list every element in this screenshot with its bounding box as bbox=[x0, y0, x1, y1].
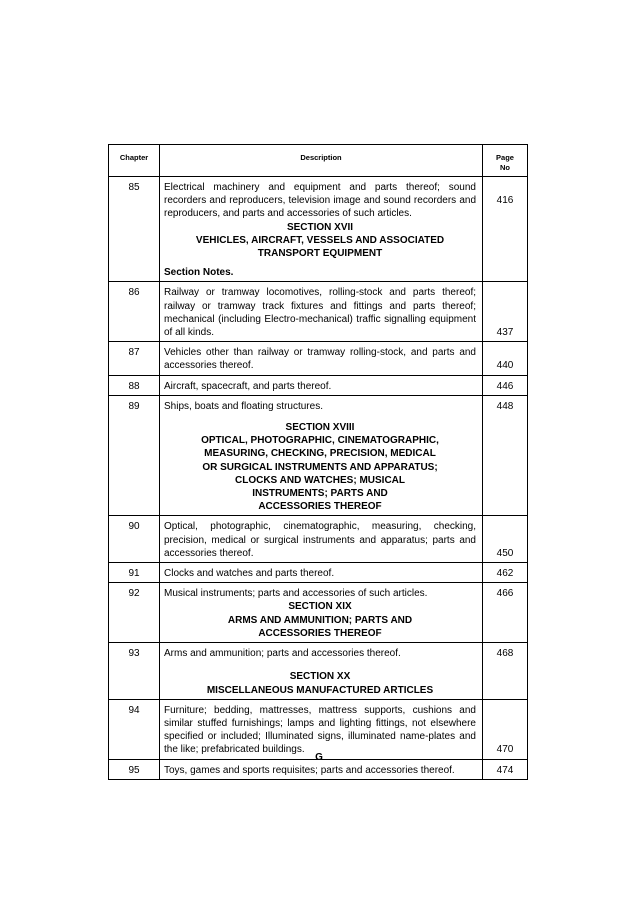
section-line: OPTICAL, PHOTOGRAPHIC, CINEMATOGRAPHIC, bbox=[201, 435, 439, 447]
chapter-description: Vehicles other than railway or tramway rolling-stock, and parts and accessories thereof. bbox=[160, 342, 483, 375]
page-number: 462 bbox=[483, 563, 528, 583]
section-line: SECTION XVII bbox=[286, 221, 354, 233]
chapter-description: Toys, games and sports requisites; parts and accessories thereof. bbox=[160, 759, 483, 779]
section-heading bbox=[164, 600, 476, 640]
table-row bbox=[109, 516, 528, 563]
chapter-number: 93 bbox=[109, 643, 160, 700]
table-row bbox=[109, 342, 528, 375]
chapter-description: Clocks and watches and parts thereof. bbox=[160, 563, 483, 583]
page-number: 468 bbox=[483, 643, 528, 700]
section-line: TRANSPORT EQUIPMENT bbox=[257, 248, 383, 260]
chapter-number: 95 bbox=[109, 759, 160, 779]
chapter-description bbox=[160, 583, 483, 643]
chapter-text: Ships, boats and floating structures. bbox=[164, 400, 323, 412]
section-heading bbox=[164, 221, 476, 261]
table-row bbox=[109, 177, 528, 282]
chapter-number: 86 bbox=[109, 282, 160, 342]
page-number: 470 bbox=[483, 699, 528, 759]
page-number: 466 bbox=[483, 583, 528, 643]
table-row bbox=[109, 563, 528, 583]
section-line: SECTION XVIII bbox=[285, 422, 355, 434]
page-number: 450 bbox=[483, 516, 528, 563]
page-header bbox=[483, 145, 528, 177]
section-line: MEASURING, CHECKING, PRECISION, MEDICAL bbox=[204, 448, 436, 460]
section-line: SECTION XIX bbox=[288, 601, 352, 613]
table-row bbox=[109, 699, 528, 759]
page-header-line1: Page bbox=[496, 153, 514, 162]
chapter-description: Optical, photographic, cinematographic, measuring, checking, precision, medical or surgical instruments and apparatus; parts and accessories thereof. bbox=[160, 516, 483, 563]
page-footer-label: G bbox=[315, 752, 323, 763]
section-heading bbox=[164, 413, 476, 513]
chapter-number: 94 bbox=[109, 699, 160, 759]
page-value: 416 bbox=[496, 195, 514, 206]
contents-table bbox=[108, 144, 528, 780]
section-notes: Section Notes. bbox=[164, 267, 234, 279]
chapter-number: 87 bbox=[109, 342, 160, 375]
page-header-line2: No bbox=[500, 163, 510, 172]
chapter-number: 88 bbox=[109, 375, 160, 395]
chapter-number: 91 bbox=[109, 563, 160, 583]
table-row bbox=[109, 395, 528, 516]
description-header: Description bbox=[160, 145, 483, 177]
section-heading bbox=[164, 660, 476, 696]
chapter-number: 89 bbox=[109, 395, 160, 516]
chapter-number: 90 bbox=[109, 516, 160, 563]
chapter-text: Arms and ammunition; parts and accessories thereof. bbox=[164, 648, 401, 660]
page-number: 446 bbox=[483, 375, 528, 395]
table-row bbox=[109, 375, 528, 395]
page-number: 437 bbox=[483, 282, 528, 342]
table-row bbox=[109, 583, 528, 643]
section-line: OR SURGICAL INSTRUMENTS AND APPARATUS; bbox=[202, 461, 438, 473]
page-number bbox=[483, 177, 528, 282]
chapter-description bbox=[160, 177, 483, 282]
chapter-description bbox=[160, 395, 483, 516]
section-line: INSTRUMENTS; PARTS AND bbox=[252, 488, 388, 500]
chapter-description: Aircraft, spacecraft, and parts thereof. bbox=[160, 375, 483, 395]
chapter-header: Chapter bbox=[109, 145, 160, 177]
section-line: SECTION XX bbox=[289, 671, 351, 683]
chapter-text: Electrical machinery and equipment and parts thereof; sound recorders and reproducers, television image and sound recorders and reproducers, and parts and accessories of such articles. bbox=[164, 182, 476, 220]
chapter-description: Railway or tramway locomotives, rolling-stock and parts thereof; railway or tramway track fixtures and fittings and parts thereof; mechanical (including Electro-mechanical) traffic signalling equipment of all kinds. bbox=[160, 282, 483, 342]
chapter-text: Musical instruments; parts and accessories of such articles. bbox=[164, 588, 428, 600]
chapter-number: 92 bbox=[109, 583, 160, 643]
page-number: 474 bbox=[483, 759, 528, 779]
page-number: 440 bbox=[483, 342, 528, 375]
section-line: ARMS AND AMMUNITION; PARTS AND bbox=[227, 614, 413, 626]
section-line: ACCESSORIES THEREOF bbox=[258, 501, 382, 513]
chapter-description: Furniture; bedding, mattresses, mattress supports, cushions and similar stuffed furnishings; lamps and lighting fittings, not elsewhere specified or included; Illuminated signs, illuminated name-plates and the like; prefabricated buildings. bbox=[160, 699, 483, 759]
section-line: ACCESSORIES THEREOF bbox=[258, 627, 382, 639]
chapter-number: 85 bbox=[109, 177, 160, 282]
chapter-description bbox=[160, 643, 483, 700]
section-line: CLOCKS AND WATCHES; MUSICAL bbox=[235, 474, 405, 486]
page-number: 448 bbox=[483, 395, 528, 516]
header-row bbox=[109, 145, 528, 177]
table-row bbox=[109, 643, 528, 700]
table-row bbox=[109, 282, 528, 342]
section-line: VEHICLES, AIRCRAFT, VESSELS AND ASSOCIATED bbox=[195, 234, 445, 246]
section-line: MISCELLANEOUS MANUFACTURED ARTICLES bbox=[206, 684, 434, 696]
